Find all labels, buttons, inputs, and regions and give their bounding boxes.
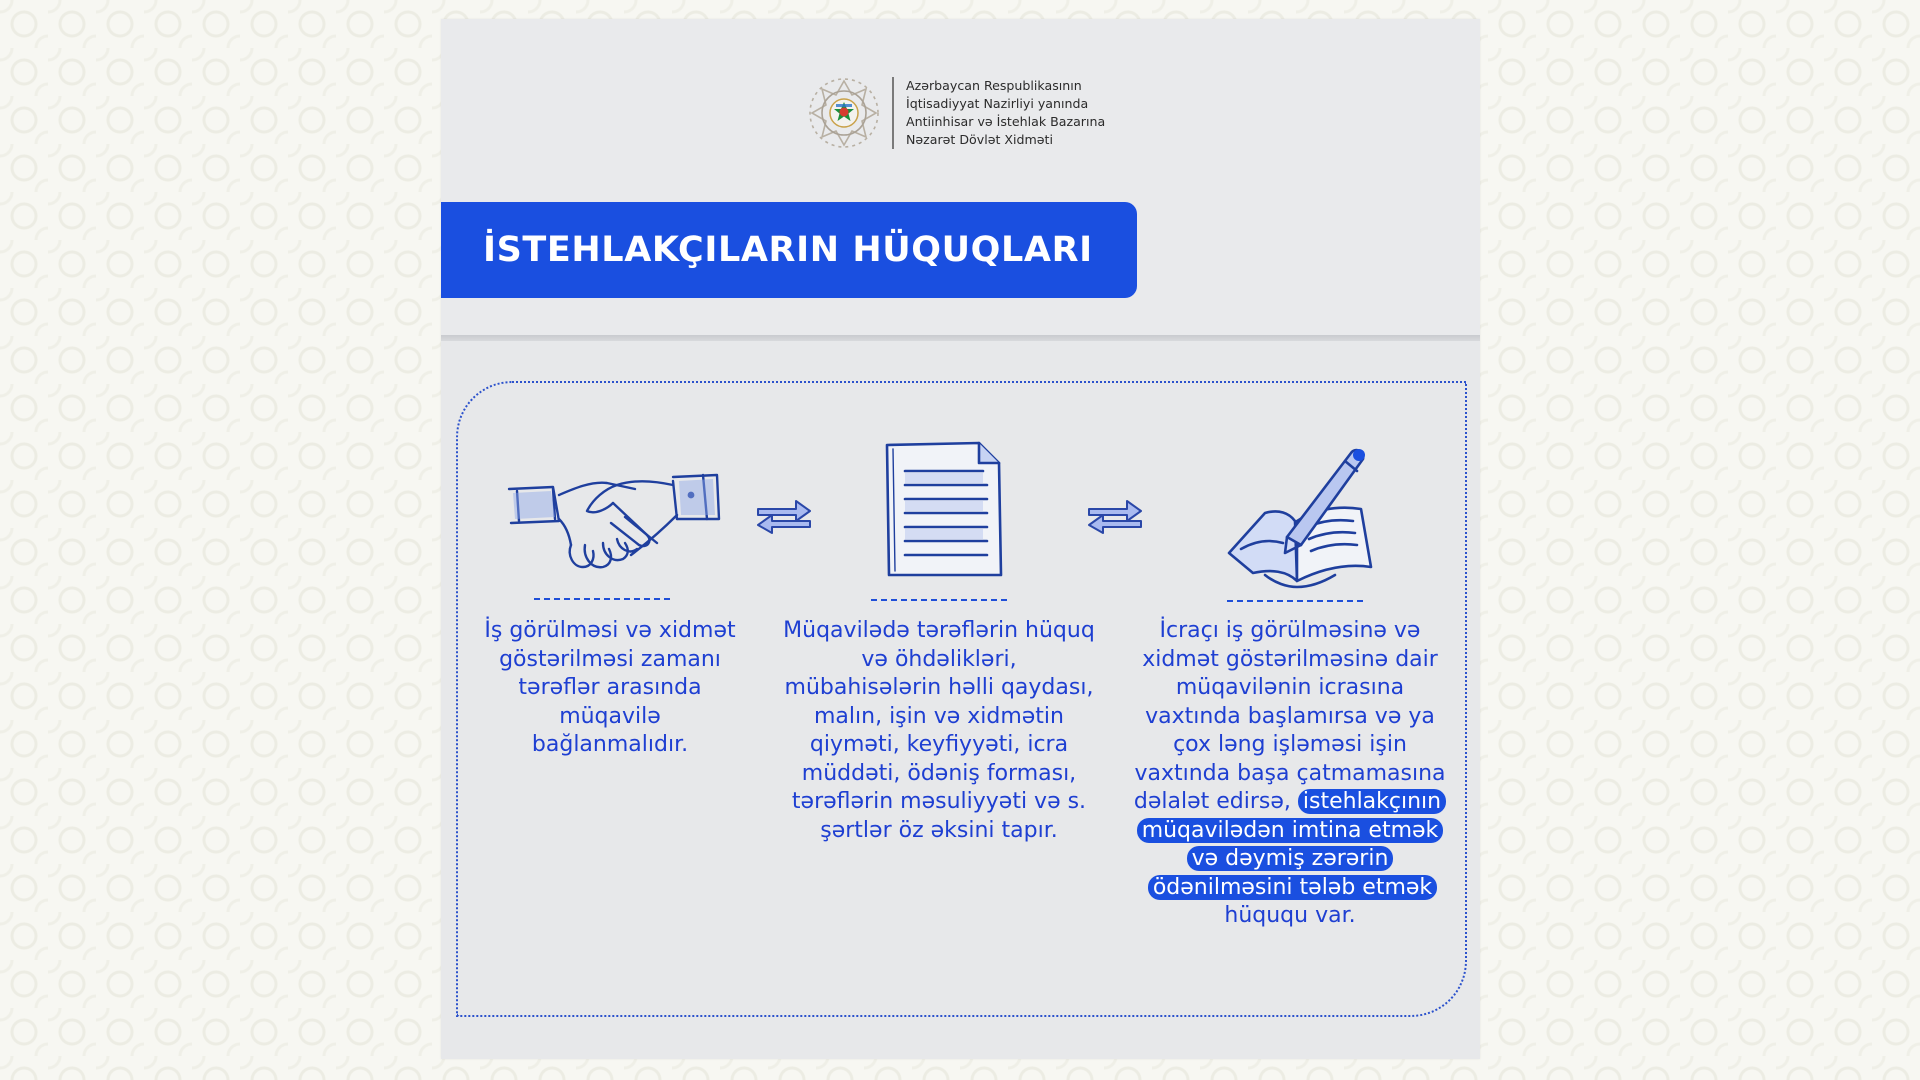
consumer-right-intro: İcraçı iş görülməsinə və xidmət göstərilməsinə dair müqavilənin icrasına vaxtında başlamırsa və ya çox ləng işləməsi işin vaxtında başa çatmamasına dəlalət edirsə,: [1133, 618, 1446, 814]
exchange-arrows-icon: [754, 493, 814, 535]
agency-name-line-1: Azərbaycan Respublikasının: [906, 78, 1082, 93]
info-text-consumer-right: [1133, 617, 1447, 931]
header-divider: [441, 335, 1480, 341]
azerbaijan-state-emblem-icon: [806, 75, 882, 151]
handshake-icon: [507, 459, 721, 581]
agency-logo: [806, 71, 1136, 155]
title-banner: [441, 202, 1137, 298]
exchange-arrows-icon: [1085, 493, 1145, 535]
info-text-contract-terms: Müqavilədə tərəflərin hüquq və öhdəlikləri, mübahisələrin həlli qaydası, malın, işin və xidmətin qiyməti, keyfiyyəti, icra müddəti, ödəniş forması, tərəflərin məsuliyyəti və s. şərtlər öz əksini tapır.: [783, 618, 1095, 843]
agency-name: [906, 77, 1105, 149]
separator-dashes-2: [871, 599, 1007, 601]
separator-dashes-1: [534, 598, 670, 600]
document-icon: [883, 439, 1005, 579]
info-text-contract: İş görülməsi və xidmət göstərilməsi zamanı tərəflər arasında müqavilə bağlanmalıdır.: [484, 618, 736, 757]
logo-divider: [892, 77, 894, 149]
page-title: İSTEHLAKÇILARIN HÜQUQLARI: [483, 230, 1093, 270]
separator-dashes-3: [1227, 600, 1363, 602]
agency-name-line-3: Antiinhisar və İstehlak Bazarına: [906, 114, 1106, 129]
book-pen-icon: [1225, 441, 1375, 593]
consumer-right-highlight: istehlakçının müqavilədən imtina etmək və dəymiş zərərin ödənilməsini tələb etmək: [1137, 789, 1446, 900]
infographic-card: [441, 19, 1480, 1059]
consumer-right-end: hüququ var.: [1224, 903, 1356, 928]
header: [441, 19, 1480, 337]
agency-name-line-4: Nəzarət Dövlət Xidməti: [906, 132, 1053, 147]
agency-name-line-2: İqtisadiyyat Nazirliyi yanında: [906, 96, 1089, 111]
